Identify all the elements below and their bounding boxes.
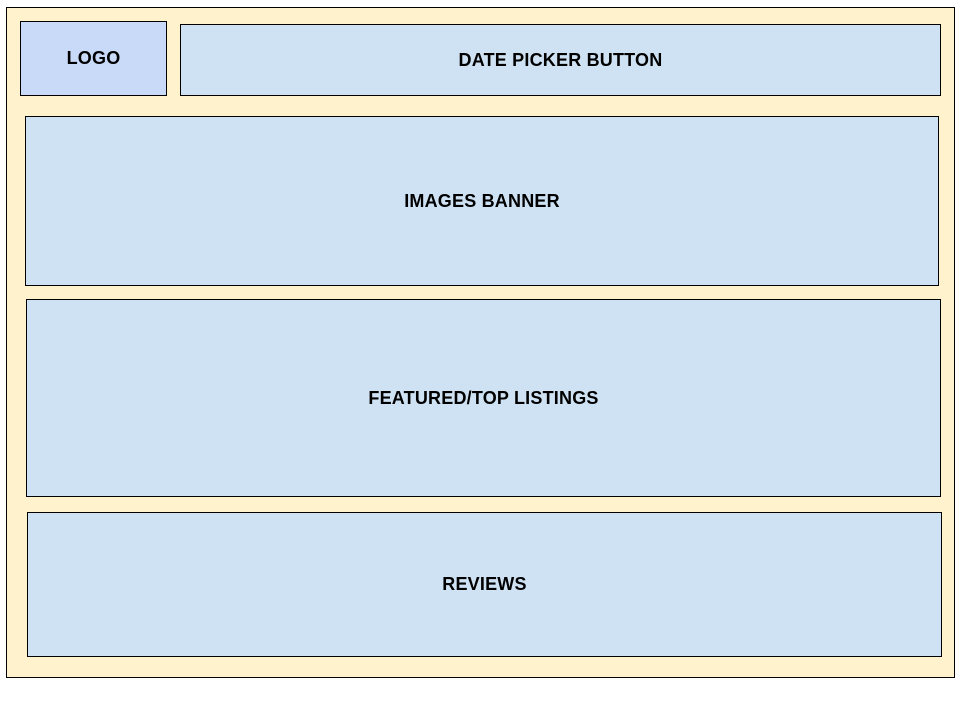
logo-label: LOGO [66, 48, 121, 68]
images-banner [25, 116, 939, 286]
date-picker-button[interactable] [180, 24, 941, 96]
logo-placeholder[interactable] [20, 21, 167, 96]
featured-listings-section [26, 299, 941, 497]
wireframe-page [6, 7, 955, 678]
date-picker-label: DATE PICKER BUTTON [458, 49, 663, 70]
reviews-label: REVIEWS [442, 574, 527, 594]
images-banner-label: IMAGES BANNER [404, 190, 560, 211]
reviews-section [27, 512, 942, 657]
featured-listings-label: FEATURED/TOP LISTINGS [368, 387, 599, 408]
